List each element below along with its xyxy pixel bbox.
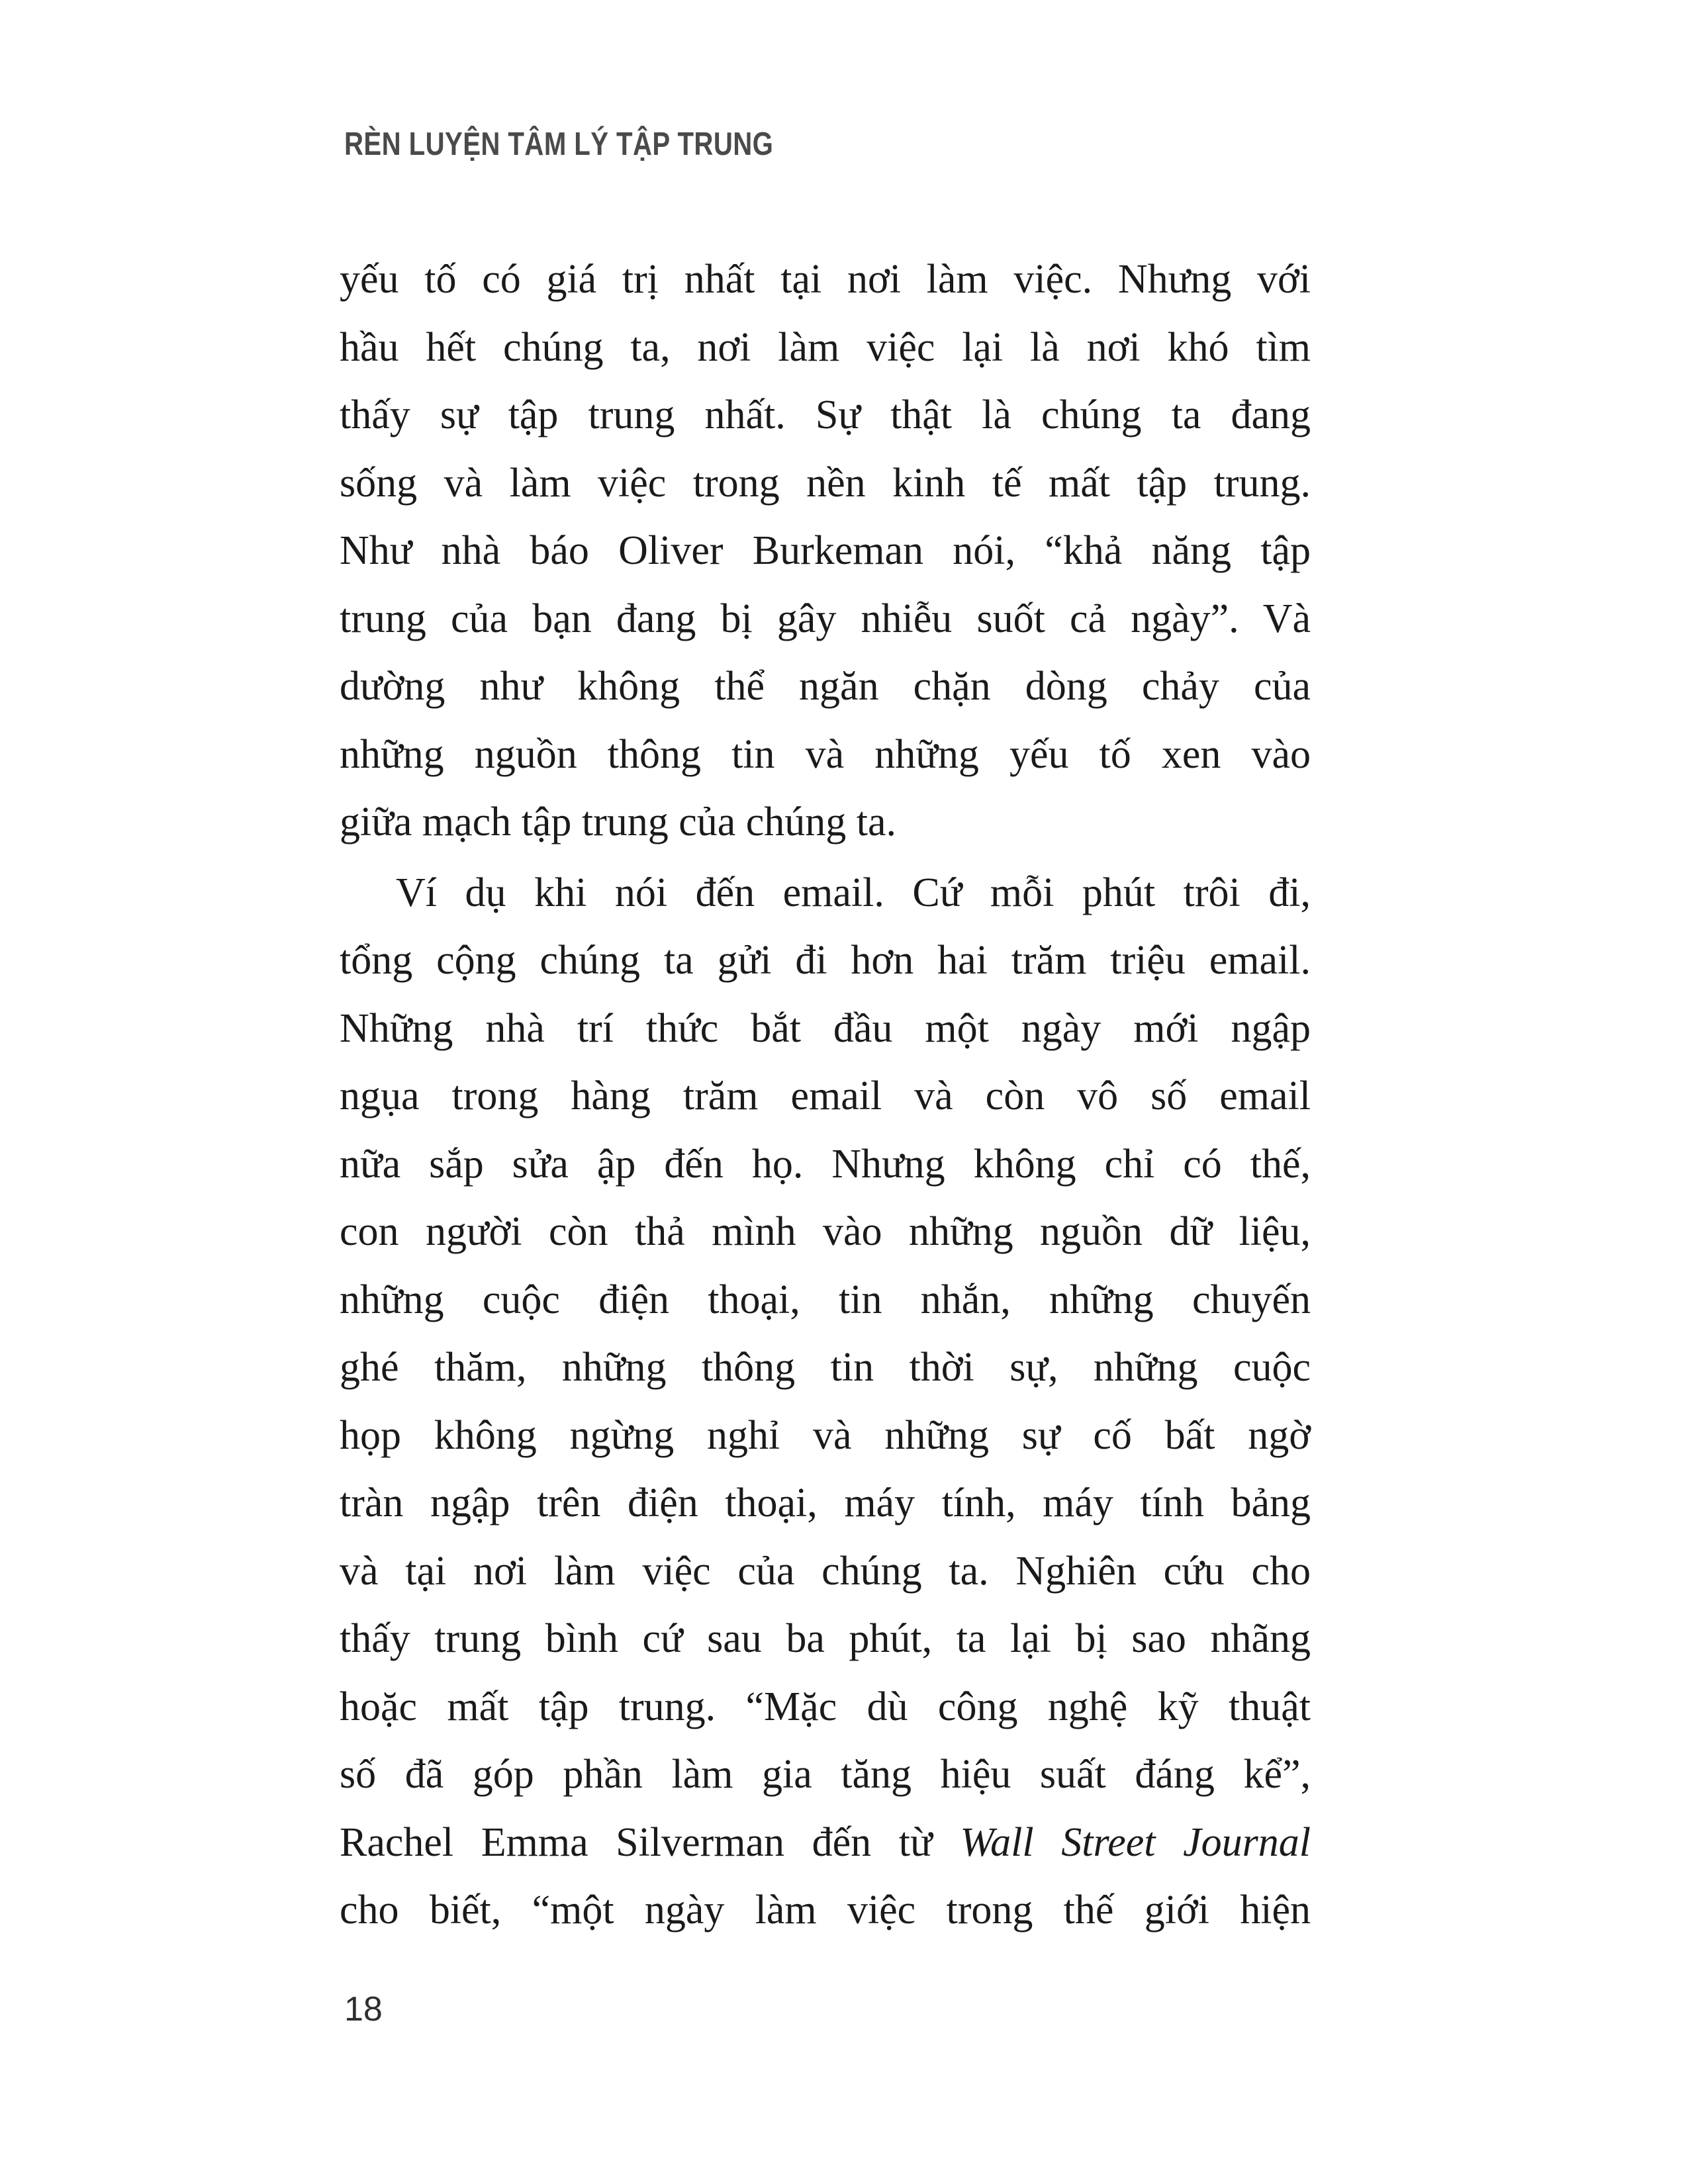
text-line: yếu tố có giá trị nhất tại nơi làm việc. Nhưng với bbox=[340, 257, 1311, 302]
text-line: tổng cộng chúng ta gửi đi hơn hai trăm triệu email. bbox=[340, 938, 1311, 983]
text-line: nữa sắp sửa ập đến họ. Nhưng không chỉ có thế, bbox=[340, 1141, 1311, 1187]
running-header-text: RÈN LUYỆN TÂM LÝ TẬP TRUNG bbox=[344, 126, 774, 162]
text-line: và tại nơi làm việc của chúng ta. Nghiên cứu cho bbox=[340, 1548, 1311, 1594]
text-line: trung của bạn đang bị gây nhiễu suốt cả ngày”. Và bbox=[340, 596, 1311, 641]
text-line: Những nhà trí thức bắt đầu một ngày mới ngập bbox=[340, 1005, 1311, 1051]
text-line: Như nhà báo Oliver Burkeman nói, “khả năng tập bbox=[340, 528, 1311, 573]
text-line-with-italic bbox=[340, 1809, 1311, 1877]
text-line: Ví dụ khi nói đến email. Cứ mỗi phút trôi đi, bbox=[396, 870, 1311, 915]
italic-book-title: Wall Street Journal bbox=[960, 1819, 1311, 1865]
text-line: dường như không thể ngăn chặn dòng chảy của bbox=[340, 664, 1311, 709]
text-block bbox=[340, 246, 1311, 1944]
text-line: số đã góp phần làm gia tăng hiệu suất đáng kể”, bbox=[340, 1752, 1311, 1797]
text-line: giữa mạch tập trung của chúng ta. bbox=[340, 799, 897, 844]
text-line: ghé thăm, những thông tin thời sự, những cuộc bbox=[340, 1345, 1311, 1390]
text-line: những cuộc điện thoại, tin nhắn, những chuyến bbox=[340, 1277, 1311, 1322]
text-line: hoặc mất tập trung. “Mặc dù công nghệ kỹ thuật bbox=[340, 1684, 1311, 1729]
text-line: sống và làm việc trong nền kinh tế mất tập trung. bbox=[340, 460, 1311, 506]
text-line: hầu hết chúng ta, nơi làm việc lại là nơi khó tìm bbox=[340, 324, 1311, 370]
text-line: con người còn thả mình vào những nguồn dữ liệu, bbox=[340, 1209, 1311, 1254]
page-footer bbox=[344, 1992, 383, 2026]
text-line: ngụa trong hàng trăm email và còn vô số email bbox=[340, 1073, 1311, 1118]
text-line: thấy sự tập trung nhất. Sự thật là chúng ta đang bbox=[340, 392, 1311, 437]
page-number: 18 bbox=[344, 1990, 383, 2028]
text-line: những nguồn thông tin và những yếu tố xen vào bbox=[340, 731, 1311, 777]
paragraph-1 bbox=[340, 246, 1311, 856]
text-run: Rachel Emma Silverman đến từ bbox=[340, 1819, 961, 1865]
running-header bbox=[344, 128, 868, 161]
text-line: cho biết, “một ngày làm việc trong thế giới hiện bbox=[340, 1888, 1311, 1933]
text-line: họp không ngừng nghỉ và những sự cố bất ngờ bbox=[340, 1412, 1311, 1458]
paragraph-2 bbox=[340, 859, 1311, 1944]
text-line: tràn ngập trên điện thoại, máy tính, máy tính bảng bbox=[340, 1480, 1311, 1525]
text-line: thấy trung bình cứ sau ba phút, ta lại bị sao nhãng bbox=[340, 1616, 1311, 1661]
